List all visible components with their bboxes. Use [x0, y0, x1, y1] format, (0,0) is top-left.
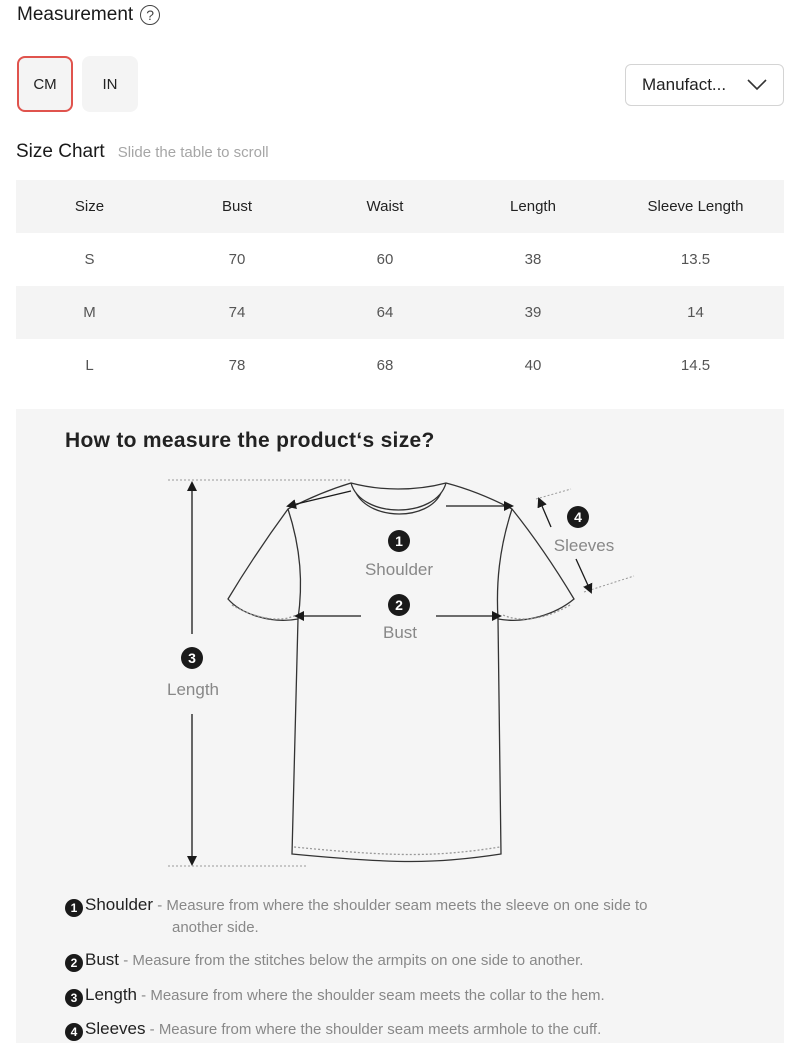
- shoulder-number: 1: [395, 533, 403, 549]
- table-row: [16, 339, 784, 392]
- table-cell: 60: [376, 251, 394, 268]
- unit-in-button[interactable]: IN: [82, 56, 138, 112]
- table-cell: M: [83, 304, 96, 321]
- legend-term: Sleeves: [85, 1019, 146, 1038]
- column-header-length: Length: [510, 198, 556, 215]
- table-cell: L: [85, 357, 94, 374]
- table-cell: 78: [228, 357, 246, 374]
- unit-cm-button[interactable]: CM: [17, 56, 73, 112]
- how-to-measure-title: How to measure the product‘s size?: [65, 429, 435, 452]
- legend-text-continued: another side.: [172, 919, 259, 936]
- bust-number: 2: [395, 597, 403, 613]
- shoulder-label: Shoulder: [364, 560, 434, 579]
- length-label: Length: [167, 680, 219, 699]
- table-cell: 14.5: [680, 357, 711, 374]
- legend-text: - Measure from the stitches below the armpits on one side to another.: [119, 952, 584, 969]
- table-cell: 68: [376, 357, 394, 374]
- how-to-measure-panel: [16, 409, 784, 1043]
- table-cell: 13.5: [680, 251, 711, 268]
- size-chart-hint: Slide the table to scroll: [117, 144, 269, 161]
- sleeves-label: Sleeves: [553, 536, 615, 555]
- table-cell: 64: [376, 304, 394, 321]
- legend-text: - Measure from where the shoulder seam meets the collar to the hem.: [137, 987, 605, 1004]
- legend-item-bust: [65, 949, 765, 972]
- table-cell: 39: [524, 304, 542, 321]
- measurement-title: Measurement: [17, 4, 134, 25]
- help-icon[interactable]: ?: [140, 5, 160, 25]
- legend-text: - Measure from where the shoulder seam meets armhole to the cuff.: [145, 1021, 602, 1038]
- table-row: [16, 286, 784, 339]
- column-header-size: Size: [74, 198, 105, 215]
- table-cell: 38: [524, 251, 542, 268]
- measurement-header: [17, 4, 160, 26]
- legend-number-badge: 1: [65, 899, 83, 917]
- legend-term: Shoulder: [85, 895, 154, 914]
- tshirt-diagram: [16, 409, 784, 879]
- table-header-row: [16, 180, 784, 233]
- legend-item-sleeves: [65, 1018, 765, 1041]
- table-cell: 40: [524, 357, 542, 374]
- dropdown-value: Manufact...: [642, 75, 727, 94]
- column-header-waist: Waist: [366, 198, 404, 215]
- legend-number-badge: 3: [65, 989, 83, 1007]
- legend-item-shoulder: [65, 894, 765, 939]
- column-header-sleeve-length: Sleeve Length: [647, 198, 744, 215]
- bust-label: Bust: [382, 623, 418, 642]
- legend-text: - Measure from where the shoulder seam meets the sleeve on one side to: [153, 897, 648, 914]
- table-cell: 70: [228, 251, 246, 268]
- size-table[interactable]: [16, 180, 784, 392]
- table-cell: 74: [228, 304, 246, 321]
- legend-term: Length: [85, 985, 137, 1004]
- table-cell: S: [84, 251, 95, 268]
- sleeves-number: 4: [574, 509, 582, 525]
- length-number: 3: [188, 650, 196, 666]
- size-chart-title: Size Chart: [16, 141, 105, 162]
- legend-term: Bust: [85, 950, 120, 969]
- table-cell: 14: [687, 304, 704, 321]
- size-chart-heading: [16, 141, 269, 163]
- chevron-down-icon: [747, 79, 767, 91]
- legend-number-badge: 4: [65, 1023, 83, 1041]
- table-row: [16, 233, 784, 286]
- size-standard-dropdown[interactable]: [625, 64, 784, 106]
- legend-item-length: [65, 984, 765, 1007]
- legend-number-badge: 2: [65, 954, 83, 972]
- column-header-bust: Bust: [221, 198, 252, 215]
